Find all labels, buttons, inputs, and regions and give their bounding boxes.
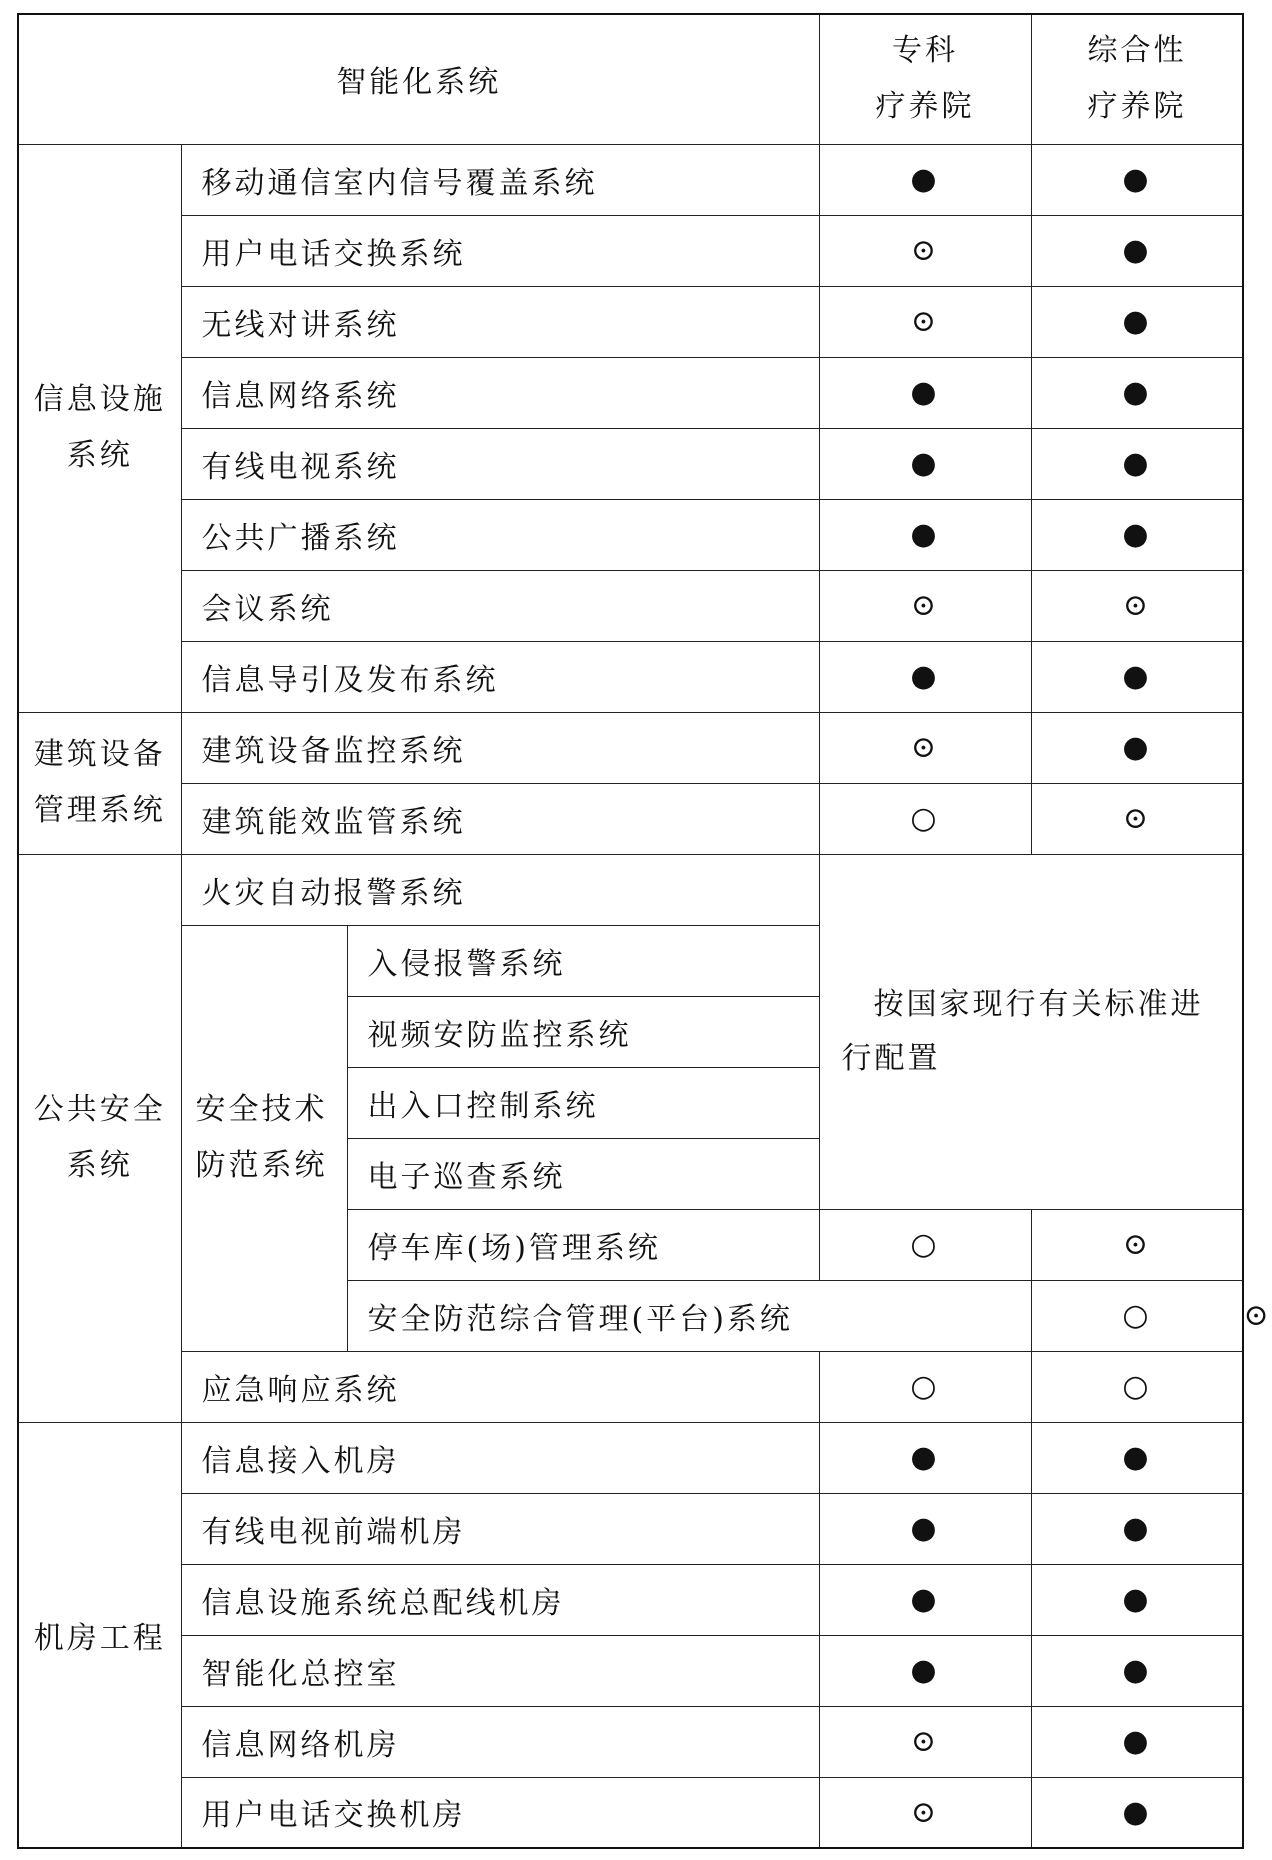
table-row — [18, 1493, 1243, 1564]
header-col-general — [1031, 14, 1243, 144]
specialty-mark: ● — [819, 499, 1031, 570]
table-row — [18, 1635, 1243, 1706]
general-mark: ● — [1031, 1564, 1243, 1635]
table-row — [18, 499, 1243, 570]
table-row — [18, 641, 1243, 712]
row-name: 出入口控制系统 — [347, 1067, 819, 1138]
group-pub-line1: 公共安全 — [33, 1092, 166, 1127]
row-name: 信息设施系统总配线机房 — [181, 1564, 819, 1635]
row-name: 信息网络系统 — [181, 357, 819, 428]
general-mark: ⊙ — [1031, 570, 1243, 641]
general-mark: ● — [1031, 641, 1243, 712]
general-mark: ● — [1031, 1706, 1243, 1777]
row-name: 应急响应系统 — [181, 1351, 819, 1422]
group-sec-line2: 防范系统 — [195, 1148, 328, 1183]
specialty-mark: ● — [819, 357, 1031, 428]
group-building-equipment — [18, 712, 181, 854]
group-bldg-line2: 管理系统 — [33, 793, 166, 828]
row-name: 智能化总控室 — [181, 1635, 819, 1706]
table-row — [18, 1564, 1243, 1635]
header-col-general-line1: 综合性 — [1087, 33, 1187, 69]
row-name: 停车库(场)管理系统 — [347, 1209, 819, 1280]
specialty-mark: ⊙ — [819, 712, 1031, 783]
table-row — [18, 1777, 1243, 1848]
specialty-mark: ● — [819, 428, 1031, 499]
row-name: 建筑设备监控系统 — [181, 712, 819, 783]
table-row — [18, 712, 1243, 783]
row-name: 视频安防监控系统 — [347, 996, 819, 1067]
header-col-general-line2: 疗养院 — [1087, 89, 1187, 125]
header-col-specialty-line1: 专科 — [892, 33, 958, 69]
table-row — [18, 1422, 1243, 1493]
header-row — [18, 14, 1243, 144]
table-row — [18, 286, 1243, 357]
row-name: 电子巡查系统 — [347, 1138, 819, 1209]
specialty-mark: ● — [819, 1635, 1031, 1706]
specialty-mark: ● — [819, 1564, 1031, 1635]
general-mark: ● — [1031, 1493, 1243, 1564]
specialty-mark: ⊙ — [819, 1777, 1031, 1848]
specialty-mark: ● — [819, 144, 1031, 215]
row-name: 入侵报警系统 — [347, 925, 819, 996]
row-name: 移动通信室内信号覆盖系统 — [181, 144, 819, 215]
row-name: 用户电话交换机房 — [181, 1777, 819, 1848]
header-col-specialty-line2: 疗养院 — [875, 89, 975, 125]
table-row — [18, 215, 1243, 286]
table-row — [18, 570, 1243, 641]
group-security-tech — [181, 925, 347, 1351]
row-name: 信息网络机房 — [181, 1706, 819, 1777]
row-name: 火灾自动报警系统 — [181, 854, 819, 925]
general-mark: ⊙ — [1031, 1209, 1243, 1280]
general-mark: ● — [1031, 357, 1243, 428]
general-mark: ● — [1031, 1422, 1243, 1493]
specialty-mark: ○ — [819, 783, 1031, 854]
specialty-mark: ● — [819, 1493, 1031, 1564]
specialty-mark: ○ — [819, 1209, 1031, 1280]
group-public-safety — [18, 854, 181, 1422]
row-name: 信息接入机房 — [181, 1422, 819, 1493]
table-row: 安全防范综合管理(平台)系统 ○ ⊙ — [18, 1280, 1243, 1351]
table-row — [18, 428, 1243, 499]
group-machine-room: 机房工程 — [18, 1422, 181, 1848]
general-mark: ○ — [1031, 1351, 1243, 1422]
general-mark: ⊙ — [1031, 783, 1243, 854]
specialty-mark: ● — [819, 1422, 1031, 1493]
general-mark: ● — [1031, 215, 1243, 286]
standard-note-line2: 行配置 — [841, 1040, 941, 1076]
group-pub-line2: 系统 — [66, 1148, 133, 1183]
row-name: 会议系统 — [181, 570, 819, 641]
table-row — [18, 783, 1243, 854]
general-mark: ● — [1031, 1777, 1243, 1848]
standard-note — [819, 854, 1243, 1209]
specialty-mark: ● — [819, 641, 1031, 712]
specialty-mark: ⊙ — [819, 215, 1031, 286]
specialty-mark: ⊙ — [819, 570, 1031, 641]
group-sec-line1: 安全技术 — [195, 1092, 328, 1127]
table-row — [18, 357, 1243, 428]
header-system: 智能化系统 — [18, 14, 819, 144]
table-row — [18, 1351, 1243, 1422]
row-name: 用户电话交换系统 — [181, 215, 819, 286]
specialty-mark: ○ — [1031, 1280, 1243, 1351]
group-bldg-line1: 建筑设备 — [33, 737, 166, 772]
general-mark: ● — [1031, 428, 1243, 499]
specialty-mark: ⊙ — [819, 286, 1031, 357]
row-name: 公共广播系统 — [181, 499, 819, 570]
group-info-line1: 信息设施 — [33, 382, 166, 417]
general-mark: ● — [1031, 712, 1243, 783]
row-name: 有线电视前端机房 — [181, 1493, 819, 1564]
general-mark: ● — [1031, 286, 1243, 357]
specialty-mark: ○ — [819, 1351, 1031, 1422]
general-mark: ● — [1031, 144, 1243, 215]
row-name: 建筑能效监管系统 — [181, 783, 819, 854]
general-mark: ● — [1031, 1635, 1243, 1706]
general-mark: ● — [1031, 499, 1243, 570]
specialty-mark: ⊙ — [819, 1706, 1031, 1777]
table-row — [18, 144, 1243, 215]
standard-note-line1: 按国家现行有关标准进 — [873, 986, 1204, 1022]
group-info-line2: 系统 — [66, 438, 133, 473]
row-name: 信息导引及发布系统 — [181, 641, 819, 712]
row-name: 有线电视系统 — [181, 428, 819, 499]
table-row — [18, 1706, 1243, 1777]
header-col-specialty — [819, 14, 1031, 144]
table-row — [18, 854, 1243, 925]
intelligent-systems-table — [17, 13, 1272, 1849]
group-info-facilities — [18, 144, 181, 712]
row-name: 安全防范综合管理(平台)系统 — [347, 1280, 1031, 1351]
row-name: 无线对讲系统 — [181, 286, 819, 357]
